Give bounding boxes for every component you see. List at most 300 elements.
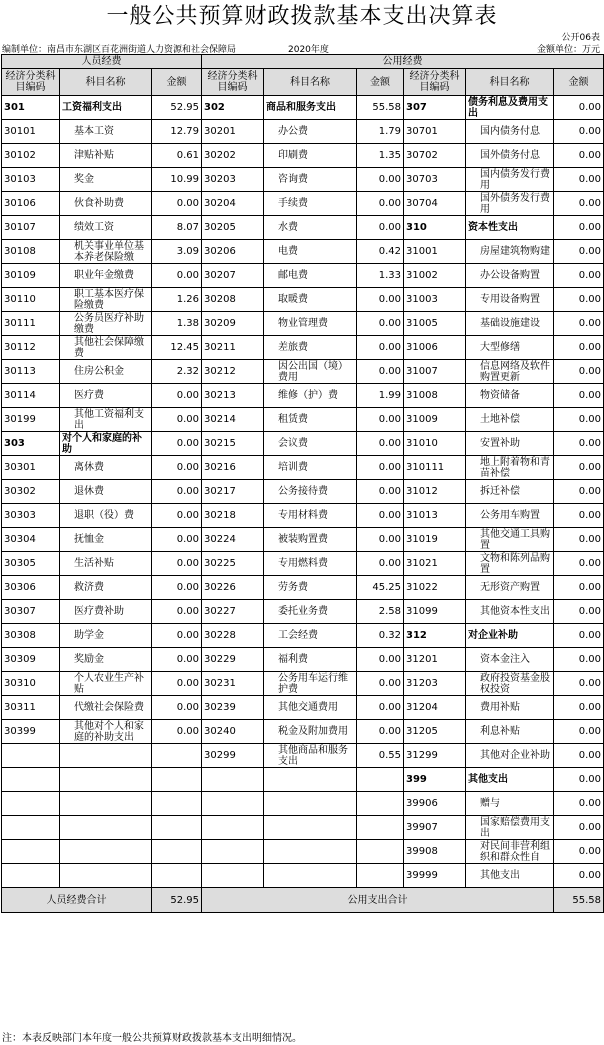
cell-name: 医疗费 bbox=[60, 384, 152, 408]
cell-name: 津贴补贴 bbox=[60, 144, 152, 168]
cell-code: 30702 bbox=[404, 144, 466, 168]
table-row bbox=[2, 528, 604, 552]
cell-code: 30208 bbox=[202, 288, 264, 312]
cell-code: 31005 bbox=[404, 312, 466, 336]
cell-code: 30111 bbox=[2, 312, 60, 336]
cell-name: 工资福利支出 bbox=[60, 96, 152, 120]
table-row bbox=[2, 360, 604, 384]
cell-code: 30703 bbox=[404, 168, 466, 192]
cell-code: 30199 bbox=[2, 408, 60, 432]
cell-amount: 0.42 bbox=[357, 240, 404, 264]
cell-name: 劳务费 bbox=[264, 576, 357, 600]
cell-amount: 0.00 bbox=[357, 168, 404, 192]
cell-name bbox=[264, 816, 357, 840]
org-label: 编制单位：南昌市东湖区百花洲街道人力资源和社会保障局 bbox=[2, 45, 237, 55]
cell-name: 资本性支出 bbox=[466, 216, 554, 240]
cell-code: 31001 bbox=[404, 240, 466, 264]
cell-name: 办公费 bbox=[264, 120, 357, 144]
cell-amount: 0.00 bbox=[152, 624, 202, 648]
cell-amount bbox=[357, 768, 404, 792]
cell-name: 其他交通费用 bbox=[264, 696, 357, 720]
cell-amount: 8.07 bbox=[152, 216, 202, 240]
cell-code: 30304 bbox=[2, 528, 60, 552]
cell-name: 物资储备 bbox=[466, 384, 554, 408]
expenditure-table bbox=[1, 54, 604, 913]
cell-code: 30215 bbox=[202, 432, 264, 456]
cell-code: 30307 bbox=[2, 600, 60, 624]
cell-name: 其他商品和服务支出 bbox=[264, 744, 357, 768]
cell-amount: 0.00 bbox=[554, 288, 604, 312]
cell-code: 30225 bbox=[202, 552, 264, 576]
table-row bbox=[2, 168, 604, 192]
cell-code bbox=[2, 792, 60, 816]
cell-amount: 10.99 bbox=[152, 168, 202, 192]
cell-name: 公务员医疗补助缴费 bbox=[60, 312, 152, 336]
cell-amount: 0.61 bbox=[152, 144, 202, 168]
cell-name bbox=[264, 792, 357, 816]
cell-amount: 0.00 bbox=[357, 456, 404, 480]
table-row bbox=[2, 504, 604, 528]
col-code: 经济分类科目编码 bbox=[404, 69, 466, 96]
cell-name: 其他对企业补助 bbox=[466, 744, 554, 768]
cell-name: 医疗费补助 bbox=[60, 600, 152, 624]
cell-name: 费用补贴 bbox=[466, 696, 554, 720]
cell-amount: 0.00 bbox=[554, 768, 604, 792]
cell-amount: 0.00 bbox=[554, 528, 604, 552]
cell-code: 30231 bbox=[202, 672, 264, 696]
cell-name: 公务用车运行维护费 bbox=[264, 672, 357, 696]
cell-name: 基础设施建设 bbox=[466, 312, 554, 336]
cell-name: 税金及附加费用 bbox=[264, 720, 357, 744]
cell-name: 安置补助 bbox=[466, 432, 554, 456]
cell-code bbox=[202, 768, 264, 792]
cell-name: 公务用车购置 bbox=[466, 504, 554, 528]
page-title: 一般公共预算财政拨款基本支出决算表 bbox=[106, 4, 498, 29]
cell-name: 印刷费 bbox=[264, 144, 357, 168]
cell-amount: 0.32 bbox=[357, 624, 404, 648]
cell-code: 30227 bbox=[202, 600, 264, 624]
cell-name: 资本金注入 bbox=[466, 648, 554, 672]
cell-amount: 0.00 bbox=[554, 744, 604, 768]
cell-amount: 0.00 bbox=[554, 408, 604, 432]
table-row bbox=[2, 576, 604, 600]
cell-amount: 1.33 bbox=[357, 264, 404, 288]
cell-code: 30107 bbox=[2, 216, 60, 240]
cell-code: 30305 bbox=[2, 552, 60, 576]
public-total-label: 公用支出合计 bbox=[202, 888, 554, 913]
cell-amount: 0.00 bbox=[357, 552, 404, 576]
cell-amount: 0.00 bbox=[554, 384, 604, 408]
cell-amount: 0.00 bbox=[554, 840, 604, 864]
group-header-row bbox=[2, 55, 604, 69]
cell-code: 30114 bbox=[2, 384, 60, 408]
table-row bbox=[2, 720, 604, 744]
cell-name: 委托业务费 bbox=[264, 600, 357, 624]
cell-amount: 0.00 bbox=[357, 720, 404, 744]
cell-code: 30311 bbox=[2, 696, 60, 720]
cell-amount: 0.00 bbox=[554, 696, 604, 720]
cell-name: 专用设备购置 bbox=[466, 288, 554, 312]
cell-code: 39907 bbox=[404, 816, 466, 840]
cell-name: 国内债务付息 bbox=[466, 120, 554, 144]
cell-name bbox=[60, 792, 152, 816]
table-row bbox=[2, 240, 604, 264]
cell-code: 31012 bbox=[404, 480, 466, 504]
table-row bbox=[2, 336, 604, 360]
cell-code: 31205 bbox=[404, 720, 466, 744]
cell-amount: 1.79 bbox=[357, 120, 404, 144]
col-amount: 金额 bbox=[152, 69, 202, 96]
cell-code: 30212 bbox=[202, 360, 264, 384]
cell-code bbox=[202, 792, 264, 816]
table-row bbox=[2, 432, 604, 456]
cell-code: 31010 bbox=[404, 432, 466, 456]
cell-code: 30106 bbox=[2, 192, 60, 216]
cell-amount bbox=[357, 864, 404, 888]
cell-code: 30224 bbox=[202, 528, 264, 552]
cell-code: 39999 bbox=[404, 864, 466, 888]
cell-name: 专用材料费 bbox=[264, 504, 357, 528]
cell-amount: 12.79 bbox=[152, 120, 202, 144]
cell-name: 房屋建筑物购建 bbox=[466, 240, 554, 264]
cell-name bbox=[60, 840, 152, 864]
cell-amount: 0.00 bbox=[357, 648, 404, 672]
cell-amount: 0.00 bbox=[554, 456, 604, 480]
public-total-amount: 55.58 bbox=[554, 888, 604, 913]
cell-name: 退职（役）费 bbox=[60, 504, 152, 528]
cell-amount: 0.00 bbox=[357, 216, 404, 240]
cell-amount: 0.00 bbox=[152, 528, 202, 552]
cell-name: 个人农业生产补贴 bbox=[60, 672, 152, 696]
report-year: 2020年度 bbox=[288, 45, 329, 55]
cell-code: 30309 bbox=[2, 648, 60, 672]
personnel-total-amount: 52.95 bbox=[152, 888, 202, 913]
cell-name: 公务接待费 bbox=[264, 480, 357, 504]
table-row bbox=[2, 456, 604, 480]
table-row bbox=[2, 480, 604, 504]
cell-name: 利息补贴 bbox=[466, 720, 554, 744]
cell-amount: 0.00 bbox=[554, 720, 604, 744]
cell-name bbox=[264, 864, 357, 888]
table-row bbox=[2, 768, 604, 792]
cell-amount: 0.00 bbox=[152, 432, 202, 456]
footnote: 注：本表反映部门本年度一般公共预算财政拨款基本支出明细情况。 bbox=[2, 1033, 302, 1044]
cell-amount: 0.00 bbox=[554, 96, 604, 120]
cell-name: 专用燃料费 bbox=[264, 552, 357, 576]
table-row bbox=[2, 840, 604, 864]
cell-amount: 0.00 bbox=[152, 720, 202, 744]
cell-code: 30218 bbox=[202, 504, 264, 528]
amount-unit: 金额单位：万元 bbox=[536, 45, 600, 55]
cell-name: 债务利息及费用支出 bbox=[466, 96, 554, 120]
cell-name: 地上附着物和青苗补偿 bbox=[466, 456, 554, 480]
table-row bbox=[2, 144, 604, 168]
cell-name: 职业年金缴费 bbox=[60, 264, 152, 288]
form-number: 公开06表 bbox=[561, 33, 600, 43]
cell-name: 工会经费 bbox=[264, 624, 357, 648]
cell-code: 31022 bbox=[404, 576, 466, 600]
personnel-total-label: 人员经费合计 bbox=[2, 888, 152, 913]
cell-name: 文物和陈列品购置 bbox=[466, 552, 554, 576]
cell-name: 赠与 bbox=[466, 792, 554, 816]
cell-name: 机关事业单位基本养老保险缴 bbox=[60, 240, 152, 264]
table-row bbox=[2, 96, 604, 120]
cell-name: 水费 bbox=[264, 216, 357, 240]
cell-amount: 0.00 bbox=[357, 528, 404, 552]
cell-name: 信息网络及软件购置更新 bbox=[466, 360, 554, 384]
cell-amount bbox=[152, 864, 202, 888]
cell-code bbox=[2, 768, 60, 792]
cell-code: 30216 bbox=[202, 456, 264, 480]
cell-amount: 0.00 bbox=[554, 216, 604, 240]
cell-code: 310 bbox=[404, 216, 466, 240]
cell-code: 30229 bbox=[202, 648, 264, 672]
col-amount: 金额 bbox=[357, 69, 404, 96]
cell-name: 取暖费 bbox=[264, 288, 357, 312]
col-name: 科目名称 bbox=[264, 69, 357, 96]
col-name: 科目名称 bbox=[60, 69, 152, 96]
cell-name: 会议费 bbox=[264, 432, 357, 456]
cell-name: 电费 bbox=[264, 240, 357, 264]
cell-amount: 0.00 bbox=[357, 504, 404, 528]
table-row bbox=[2, 696, 604, 720]
cell-code: 30205 bbox=[202, 216, 264, 240]
cell-amount: 0.00 bbox=[152, 648, 202, 672]
cell-amount: 0.00 bbox=[152, 600, 202, 624]
cell-amount: 0.00 bbox=[554, 480, 604, 504]
cell-name: 对企业补助 bbox=[466, 624, 554, 648]
cell-code: 30301 bbox=[2, 456, 60, 480]
cell-amount: 0.00 bbox=[554, 264, 604, 288]
cell-amount: 0.00 bbox=[554, 144, 604, 168]
table-row bbox=[2, 816, 604, 840]
cell-code: 30217 bbox=[202, 480, 264, 504]
cell-amount: 0.00 bbox=[554, 432, 604, 456]
cell-code: 30202 bbox=[202, 144, 264, 168]
cell-amount: 55.58 bbox=[357, 96, 404, 120]
cell-code: 30399 bbox=[2, 720, 60, 744]
cell-code bbox=[202, 840, 264, 864]
cell-amount: 0.00 bbox=[152, 696, 202, 720]
cell-name: 因公出国（境）费用 bbox=[264, 360, 357, 384]
cell-amount: 0.00 bbox=[554, 168, 604, 192]
cell-amount: 0.00 bbox=[357, 360, 404, 384]
cell-amount: 0.00 bbox=[554, 360, 604, 384]
cell-name bbox=[264, 840, 357, 864]
cell-amount bbox=[152, 816, 202, 840]
cell-code bbox=[2, 864, 60, 888]
cell-name: 奖励金 bbox=[60, 648, 152, 672]
cell-amount: 1.35 bbox=[357, 144, 404, 168]
cell-code: 30214 bbox=[202, 408, 264, 432]
cell-name: 对民间非营利组织和群众性自 bbox=[466, 840, 554, 864]
cell-code: 30108 bbox=[2, 240, 60, 264]
cell-code bbox=[2, 744, 60, 768]
cell-code: 30299 bbox=[202, 744, 264, 768]
cell-amount: 0.00 bbox=[554, 624, 604, 648]
cell-amount: 2.58 bbox=[357, 600, 404, 624]
table-row bbox=[2, 312, 604, 336]
cell-code: 30101 bbox=[2, 120, 60, 144]
cell-amount: 0.00 bbox=[152, 672, 202, 696]
table-row bbox=[2, 744, 604, 768]
cell-name: 租赁费 bbox=[264, 408, 357, 432]
cell-amount: 0.00 bbox=[152, 408, 202, 432]
cell-name: 助学金 bbox=[60, 624, 152, 648]
cell-name bbox=[264, 768, 357, 792]
cell-amount: 3.09 bbox=[152, 240, 202, 264]
cell-amount: 1.26 bbox=[152, 288, 202, 312]
cell-amount: 0.00 bbox=[152, 504, 202, 528]
cell-name: 培训费 bbox=[264, 456, 357, 480]
cell-code: 30240 bbox=[202, 720, 264, 744]
cell-name: 其他支出 bbox=[466, 768, 554, 792]
cell-amount: 0.00 bbox=[357, 480, 404, 504]
cell-amount: 12.45 bbox=[152, 336, 202, 360]
cell-name: 绩效工资 bbox=[60, 216, 152, 240]
cell-name: 奖金 bbox=[60, 168, 152, 192]
cell-name: 其他交通工具购置 bbox=[466, 528, 554, 552]
cell-code: 30102 bbox=[2, 144, 60, 168]
cell-amount: 52.95 bbox=[152, 96, 202, 120]
cell-code bbox=[202, 864, 264, 888]
cell-name: 其他对个人和家庭的补助支出 bbox=[60, 720, 152, 744]
table-row bbox=[2, 600, 604, 624]
cell-name: 救济费 bbox=[60, 576, 152, 600]
cell-code: 30308 bbox=[2, 624, 60, 648]
cell-code: 30226 bbox=[202, 576, 264, 600]
cell-code: 31008 bbox=[404, 384, 466, 408]
cell-amount bbox=[357, 840, 404, 864]
cell-amount: 0.00 bbox=[554, 600, 604, 624]
cell-code: 30239 bbox=[202, 696, 264, 720]
cell-code: 30303 bbox=[2, 504, 60, 528]
table-row bbox=[2, 672, 604, 696]
report-meta bbox=[2, 42, 602, 54]
cell-code: 31009 bbox=[404, 408, 466, 432]
cell-code: 303 bbox=[2, 432, 60, 456]
col-code: 经济分类科目编码 bbox=[2, 69, 60, 96]
cell-amount: 0.00 bbox=[357, 336, 404, 360]
cell-name: 大型修缮 bbox=[466, 336, 554, 360]
table-row bbox=[2, 216, 604, 240]
cell-name bbox=[60, 864, 152, 888]
cell-name: 其他社会保障缴费 bbox=[60, 336, 152, 360]
cell-name: 维修（护）费 bbox=[264, 384, 357, 408]
cell-amount bbox=[152, 768, 202, 792]
cell-amount: 0.00 bbox=[152, 192, 202, 216]
table-row bbox=[2, 648, 604, 672]
cell-amount: 0.00 bbox=[554, 504, 604, 528]
cell-code: 30209 bbox=[202, 312, 264, 336]
cell-code bbox=[2, 816, 60, 840]
cell-amount: 0.00 bbox=[554, 792, 604, 816]
cell-name: 物业管理费 bbox=[264, 312, 357, 336]
cell-amount bbox=[152, 840, 202, 864]
cell-name: 退休费 bbox=[60, 480, 152, 504]
cell-name bbox=[60, 768, 152, 792]
cell-amount: 0.00 bbox=[357, 408, 404, 432]
cell-name: 代缴社会保险费 bbox=[60, 696, 152, 720]
cell-amount bbox=[357, 816, 404, 840]
cell-name bbox=[60, 744, 152, 768]
cell-amount: 45.25 bbox=[357, 576, 404, 600]
table-row bbox=[2, 288, 604, 312]
cell-code: 30213 bbox=[202, 384, 264, 408]
cell-code: 30211 bbox=[202, 336, 264, 360]
cell-amount: 0.00 bbox=[152, 576, 202, 600]
table-row bbox=[2, 384, 604, 408]
cell-name: 离休费 bbox=[60, 456, 152, 480]
cell-amount: 2.32 bbox=[152, 360, 202, 384]
cell-amount: 1.99 bbox=[357, 384, 404, 408]
cell-name: 邮电费 bbox=[264, 264, 357, 288]
cell-name: 国内债务发行费用 bbox=[466, 168, 554, 192]
cell-name: 无形资产购置 bbox=[466, 576, 554, 600]
cell-name: 咨询费 bbox=[264, 168, 357, 192]
cell-amount bbox=[357, 792, 404, 816]
cell-name: 对个人和家庭的补助 bbox=[60, 432, 152, 456]
col-amount: 金额 bbox=[554, 69, 604, 96]
cell-code: 30206 bbox=[202, 240, 264, 264]
cell-amount: 0.00 bbox=[357, 288, 404, 312]
cell-code: 31021 bbox=[404, 552, 466, 576]
cell-code: 31007 bbox=[404, 360, 466, 384]
cell-amount: 1.38 bbox=[152, 312, 202, 336]
cell-amount: 0.00 bbox=[554, 864, 604, 888]
cell-name: 国外债务付息 bbox=[466, 144, 554, 168]
cell-code: 30704 bbox=[404, 192, 466, 216]
column-header-row bbox=[2, 69, 604, 96]
cell-name: 拆迁补偿 bbox=[466, 480, 554, 504]
cell-amount bbox=[152, 792, 202, 816]
cell-name: 其他工资福利支出 bbox=[60, 408, 152, 432]
cell-name: 其他资本性支出 bbox=[466, 600, 554, 624]
cell-amount: 0.00 bbox=[554, 240, 604, 264]
cell-code: 31019 bbox=[404, 528, 466, 552]
cell-amount: 0.00 bbox=[152, 384, 202, 408]
cell-code bbox=[202, 816, 264, 840]
cell-code: 39906 bbox=[404, 792, 466, 816]
cell-code: 30228 bbox=[202, 624, 264, 648]
cell-amount: 0.00 bbox=[152, 552, 202, 576]
cell-code: 30306 bbox=[2, 576, 60, 600]
cell-amount bbox=[152, 744, 202, 768]
col-code: 经济分类科目编码 bbox=[202, 69, 264, 96]
cell-name: 商品和服务支出 bbox=[264, 96, 357, 120]
cell-name: 其他支出 bbox=[466, 864, 554, 888]
cell-amount: 0.00 bbox=[554, 816, 604, 840]
cell-amount: 0.00 bbox=[357, 672, 404, 696]
cell-code: 31006 bbox=[404, 336, 466, 360]
cell-code: 30207 bbox=[202, 264, 264, 288]
cell-amount: 0.00 bbox=[554, 576, 604, 600]
cell-code: 310111 bbox=[404, 456, 466, 480]
cell-code: 302 bbox=[202, 96, 264, 120]
cell-code: 30302 bbox=[2, 480, 60, 504]
cell-code: 312 bbox=[404, 624, 466, 648]
cell-code: 30310 bbox=[2, 672, 60, 696]
cell-name: 职工基本医疗保险缴费 bbox=[60, 288, 152, 312]
cell-amount: 0.00 bbox=[554, 648, 604, 672]
cell-name bbox=[60, 816, 152, 840]
table-row bbox=[2, 624, 604, 648]
cell-code: 30113 bbox=[2, 360, 60, 384]
cell-name: 被装购置费 bbox=[264, 528, 357, 552]
cell-name: 住房公积金 bbox=[60, 360, 152, 384]
cell-amount: 0.55 bbox=[357, 744, 404, 768]
cell-name: 政府投资基金股权投资 bbox=[466, 672, 554, 696]
